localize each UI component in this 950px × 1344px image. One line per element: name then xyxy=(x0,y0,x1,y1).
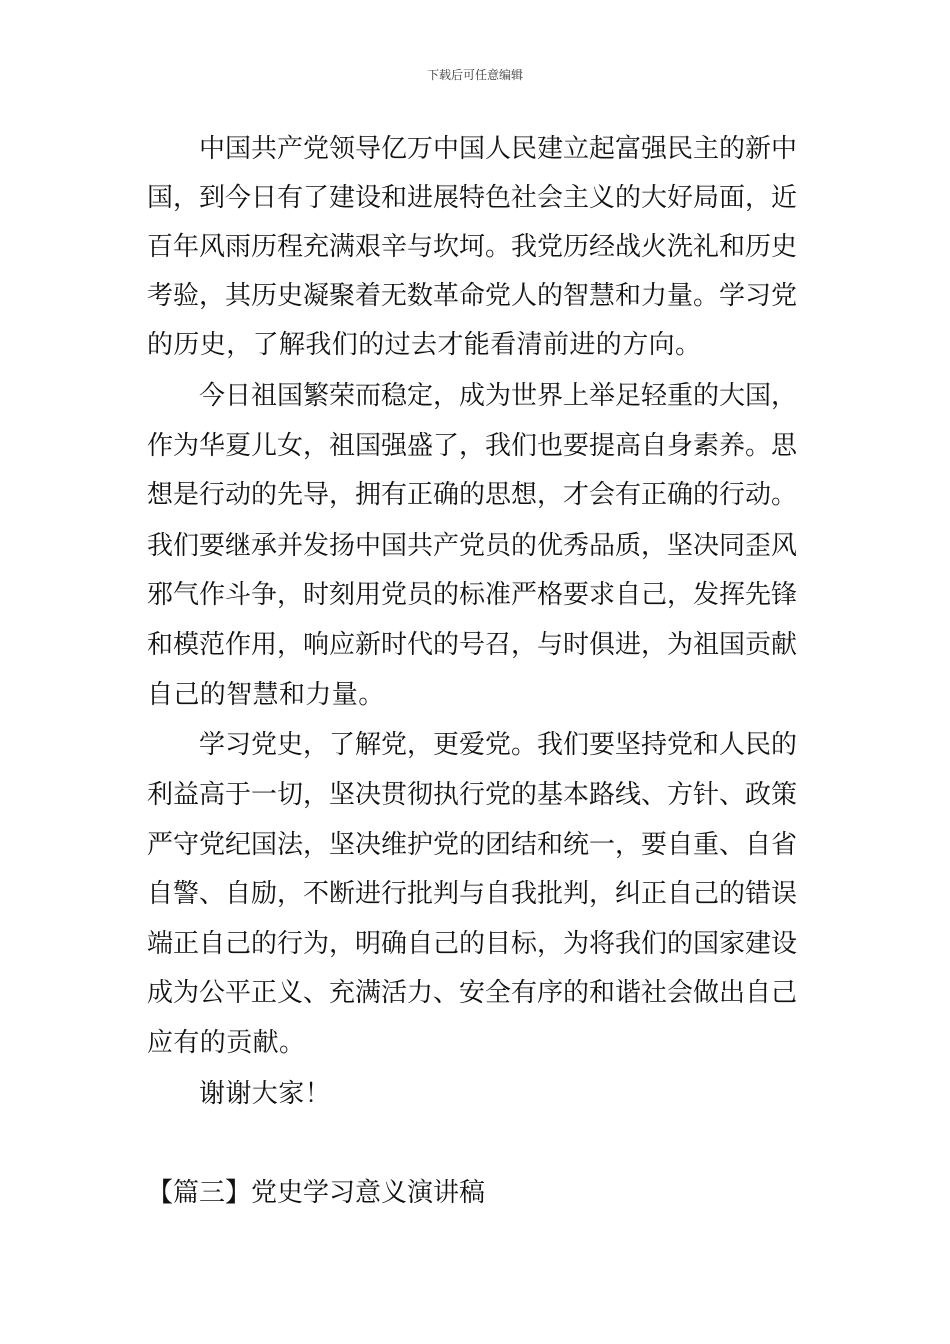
text-line: 想是行动的先导，拥有正确的思想，才会有正确的行动。 xyxy=(147,480,798,510)
text-line: 今日祖国繁荣而稳定，成为世界上举足轻重的大国， xyxy=(199,381,798,411)
section-heading: 【篇三】党史学习意义演讲稿 xyxy=(147,1178,486,1208)
closing-line: 谢谢大家！ xyxy=(199,1079,332,1109)
text-line: 应有的贡献。 xyxy=(147,1028,306,1058)
text-line: 我们要继承并发扬中国共产党员的优秀品质，坚决同歪风 xyxy=(147,531,798,561)
text-line: 邪气作斗争，时刻用党员的标准严格要求自己，发挥先锋 xyxy=(147,580,798,610)
text-line: 严守党纪国法，坚决维护党的团结和统一，要自重、自省 xyxy=(147,830,798,860)
text-line: 自警、自励，不断进行批判与自我批判，纠正自己的错误 xyxy=(147,879,798,909)
text-line: 学习党史，了解党，更爱党。我们要坚持党和人民的 xyxy=(199,730,798,760)
text-line: 自己的智慧和力量。 xyxy=(147,680,385,710)
text-line: 利益高于一切，坚决贯彻执行党的基本路线、方针、政策 xyxy=(147,780,798,810)
text-line: 国，到今日有了建设和进展特色社会主义的大好局面，近 xyxy=(147,183,798,213)
text-line: 成为公平正义、充满活力、安全有序的和谐社会做出自己 xyxy=(147,978,798,1008)
text-line: 和模范作用，响应新时代的号召，与时俱进，为祖国贡献 xyxy=(147,630,798,660)
text-line: 端正自己的行为，明确自己的目标，为将我们的国家建设 xyxy=(147,929,798,959)
text-line: 百年风雨历程充满艰辛与坎坷。我党历经战火洗礼和历史 xyxy=(147,232,798,262)
text-line: 中国共产党领导亿万中国人民建立起富强民主的新中 xyxy=(199,134,798,164)
text-line: 考验，其历史凝聚着无数革命党人的智慧和力量。学习党 xyxy=(147,281,798,311)
header-note: 下载后可任意编辑 xyxy=(426,68,523,82)
text-line: 的历史，了解我们的过去才能看清前进的方向。 xyxy=(147,330,702,360)
text-line: 作为华夏儿女，祖国强盛了，我们也要提高自身素养。思 xyxy=(147,431,798,461)
